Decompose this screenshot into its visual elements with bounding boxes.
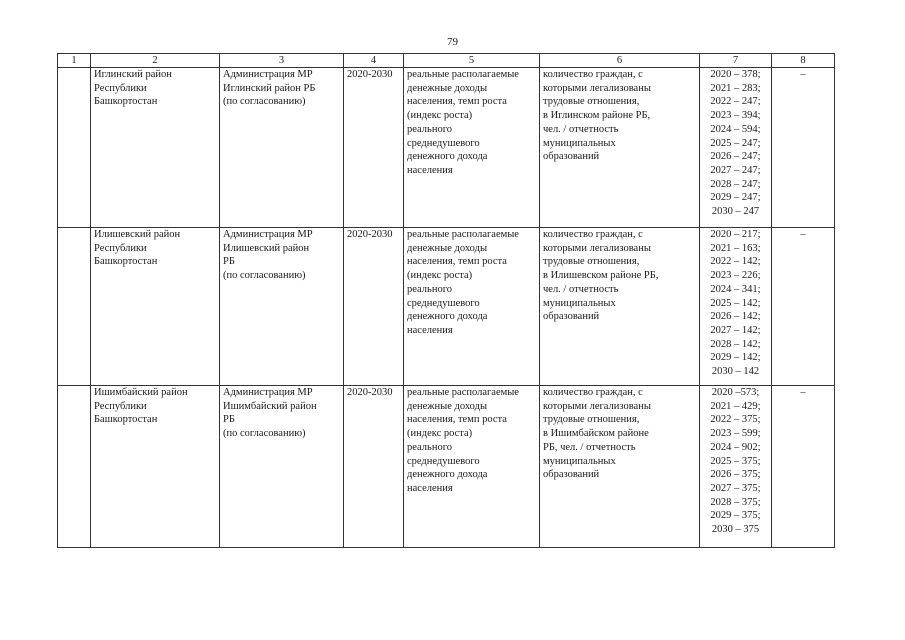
- year-value: 2028 – 375;: [710, 496, 761, 508]
- year-value: 2026 – 142;: [710, 311, 761, 323]
- values-cell: [700, 386, 772, 548]
- year-value: 2025 – 247;: [710, 137, 761, 149]
- year-value: 2030 – 247: [711, 206, 760, 218]
- year-value: 2020 – 217;: [710, 229, 761, 240]
- col8-cell: –: [772, 228, 835, 386]
- row-number-cell: [58, 386, 91, 548]
- period-cell: 2020-2030: [344, 228, 404, 386]
- year-value: 2027 – 142;: [710, 324, 761, 336]
- executor-cell: Администрация МР Иглинский район РБ (по согласованию): [220, 68, 344, 228]
- program-table: [57, 53, 835, 548]
- year-value: 2020 – 378;: [710, 69, 761, 80]
- column-header: 1: [58, 54, 91, 68]
- executor-cell: Администрация МР Илишевский район РБ (по согласованию): [220, 228, 344, 386]
- year-value: 2026 – 375;: [710, 469, 761, 481]
- year-value: 2029 – 142;: [710, 352, 761, 364]
- measure-cell: количество граждан, с которыми легализованы трудовые отношения, в Иглинском районе РБ, чел. / отчетность муниципальных образований: [540, 68, 700, 228]
- year-value: 2030 – 142: [711, 366, 760, 378]
- year-value: 2028 – 142;: [710, 338, 761, 350]
- year-value: 2020 –573;: [711, 387, 760, 398]
- column-header: 6: [540, 54, 700, 68]
- period-cell: 2020-2030: [344, 386, 404, 548]
- measure-cell: количество граждан, с которыми легализованы трудовые отношения, в Ишимбайском районе РБ, чел. / отчетность муниципальных образований: [540, 386, 700, 548]
- executor-cell: Администрация МР Ишимбайский район РБ (по согласованию): [220, 386, 344, 548]
- district-cell: Илишевский район Республики Башкортостан: [91, 228, 220, 386]
- year-value: 2024 – 902;: [710, 441, 761, 453]
- measure-cell: количество граждан, с которыми легализованы трудовые отношения, в Илишевском районе РБ, чел. / отчетность муниципальных образований: [540, 228, 700, 386]
- column-header: 7: [700, 54, 772, 68]
- row-number-cell: [58, 68, 91, 228]
- year-value: 2027 – 375;: [710, 482, 761, 494]
- year-value: 2021 – 163;: [710, 242, 761, 254]
- year-value: 2025 – 375;: [710, 455, 761, 467]
- indicator-cell: реальные располагаемые денежные доходы населения, темп роста (индекс роста) реального среднедушевого денежного дохода населения: [404, 68, 540, 228]
- column-header: 3: [220, 54, 344, 68]
- indicator-cell: реальные располагаемые денежные доходы населения, темп роста (индекс роста) реального среднедушевого денежного дохода населения: [404, 228, 540, 386]
- table-row: [58, 68, 835, 228]
- district-cell: Ишимбайский район Республики Башкортостан: [91, 386, 220, 548]
- values-cell: [700, 68, 772, 228]
- column-header: 8: [772, 54, 835, 68]
- year-value: 2028 – 247;: [710, 178, 761, 190]
- col8-cell: –: [772, 386, 835, 548]
- year-value: 2023 – 599;: [710, 428, 761, 440]
- year-value: 2023 – 394;: [710, 110, 761, 122]
- year-value: 2022 – 247;: [710, 96, 761, 108]
- year-value: 2021 – 283;: [710, 82, 761, 94]
- period-cell: 2020-2030: [344, 68, 404, 228]
- column-header: 5: [404, 54, 540, 68]
- year-value: 2022 – 142;: [710, 256, 761, 268]
- table-row: [58, 386, 835, 548]
- page-number: 79: [447, 36, 458, 48]
- year-value: 2027 – 247;: [710, 164, 761, 176]
- year-value: 2029 – 375;: [710, 510, 761, 522]
- row-number-cell: [58, 228, 91, 386]
- col8-cell: –: [772, 68, 835, 228]
- year-value: 2021 – 429;: [710, 400, 761, 412]
- indicator-cell: реальные располагаемые денежные доходы населения, темп роста (индекс роста) реального среднедушевого денежного дохода населения: [404, 386, 540, 548]
- year-value: 2030 – 375: [711, 524, 760, 536]
- table-row: [58, 228, 835, 386]
- year-value: 2029 – 247;: [710, 192, 761, 204]
- column-header: 4: [344, 54, 404, 68]
- year-value: 2024 – 594;: [710, 123, 761, 135]
- values-cell: [700, 228, 772, 386]
- column-header: 2: [91, 54, 220, 68]
- year-value: 2026 – 247;: [710, 151, 761, 163]
- year-value: 2024 – 341;: [710, 283, 761, 295]
- district-cell: Иглинский район Республики Башкортостан: [91, 68, 220, 228]
- year-value: 2023 – 226;: [710, 270, 761, 282]
- year-value: 2022 – 375;: [710, 414, 761, 426]
- year-value: 2025 – 142;: [710, 297, 761, 309]
- table-header-row: [58, 54, 835, 68]
